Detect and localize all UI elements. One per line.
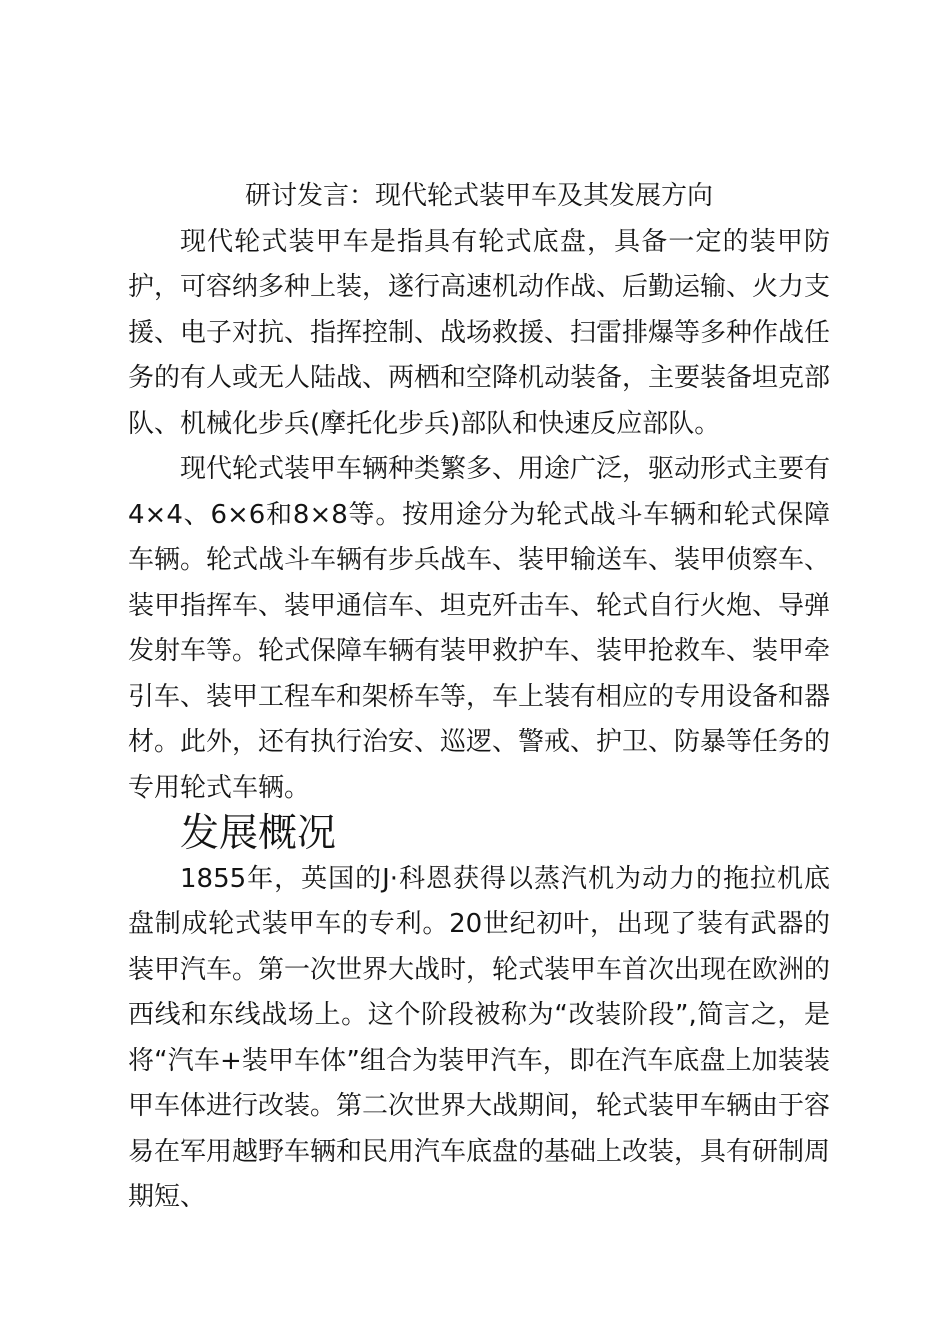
paragraph-definition: 现代轮式装甲车是指具有轮式底盘，具备一定的装甲防护，可容纳多种上装，遂行高速机动作战、后勤运输、火力支援、电子对抗、指挥控制、战场救援、扫雷排爆等多种作战任务的有人或无人陆战、两栖和空降机动装备，主要装备坦克部队、机械化步兵(摩托化步兵)部队和快速反应部队。: [128, 226, 831, 439]
section-heading: 发展概况: [180, 811, 337, 856]
paragraph-history: 1855年，英国的J·科恩获得以蒸汽机为动力的拖拉机底盘制成轮式装甲车的专利。20世纪初叶，出现了装有武器的装甲汽车。第一次世界大战时，轮式装甲车首次出现在欧洲的西线和东线战场上。这个阶段被称为“改装阶段”,简言之，是将“汽车+装甲车体”组合为装甲汽车，即在汽车底盘上加装装甲车体进行改装。第二次世界大战期间，轮式装甲车辆由于容易在军用越野车辆和民用汽车底盘的基础上改装，具有研制周期短、: [128, 863, 831, 1212]
document-title: 研讨发言：现代轮式装甲车及其发展方向: [244, 181, 713, 211]
paragraph-types: 现代轮式装甲车辆种类繁多、用途广泛，驱动形式主要有4×4、6×6和8×8等。按用途分为轮式战斗车辆和轮式保障车辆。轮式战斗车辆有步兵战车、装甲输送车、装甲侦察车、装甲指挥车、装甲通信车、坦克歼击车、轮式自行火炮、导弹发射车等。轮式保障车辆有装甲救护车、装甲抢救车、装甲牵引车、装甲工程车和架桥车等，车上装有相应的专用设备和器材。此外，还有执行治安、巡逻、警戒、护卫、防暴等任务的专用轮式车辆。: [128, 454, 831, 803]
document-body: [128, 174, 830, 1221]
